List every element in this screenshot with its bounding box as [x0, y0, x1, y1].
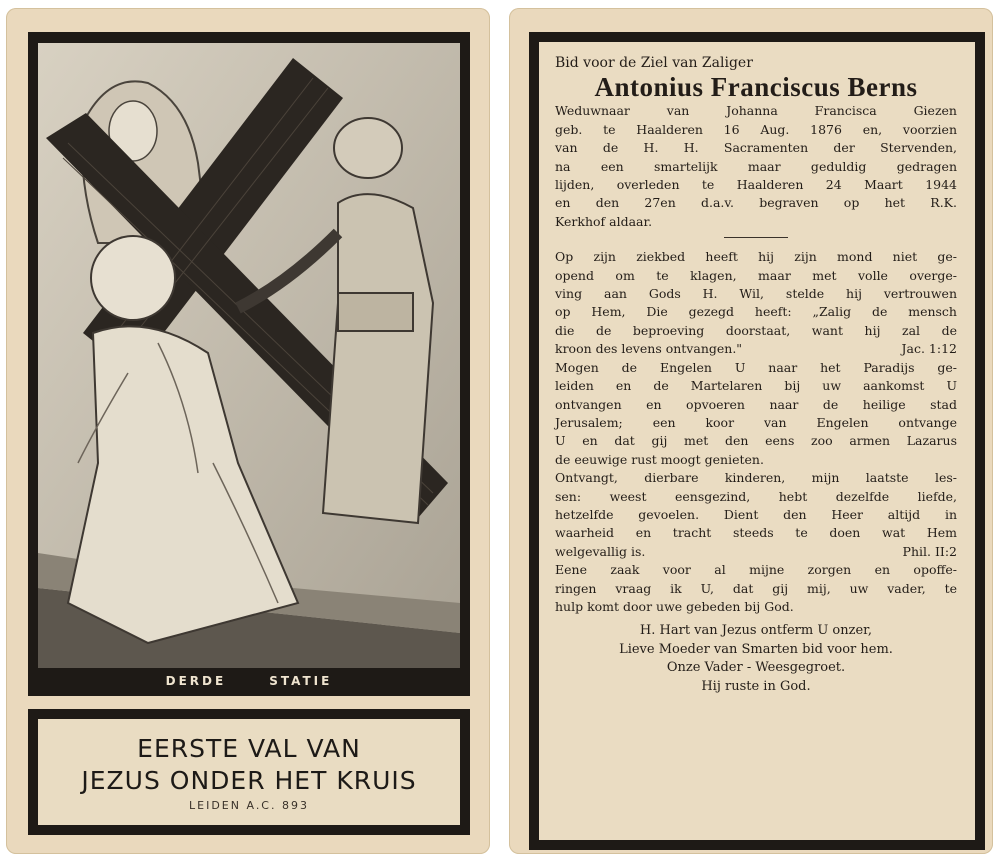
paragraph-line: hetzelfde gevoelen. Dient den Heer altijd in — [555, 506, 957, 522]
paragraph-line: sen: weest eensgezind, hebt dezelfde liefde, — [555, 488, 957, 504]
paragraph-line: ringen vraag ik U, dat gij mij, uw vader, te — [555, 580, 957, 596]
paragraph-line: opend om te klagen, maar met volle overge- — [555, 267, 957, 283]
memorial-card-front — [6, 8, 490, 854]
paragraph-line: Ontvangt, dierbare kinderen, mijn laatste les- — [555, 470, 957, 486]
paragraph-line: op Hem, Die gezegd heeft: „Zalig de mensch — [555, 304, 957, 320]
bio-line: geb. te Haalderen 16 Aug. 1876 en, voorzien — [555, 121, 957, 137]
title-frame — [28, 709, 470, 835]
paragraph-line: die de beproeving doorstaat, want hij zal de — [555, 322, 957, 338]
scripture-reference: Phil. II:2 — [902, 543, 957, 559]
prayer-line: H. Hart van Jezus ontferm U onzer, — [639, 623, 873, 639]
memorial-card-back — [509, 8, 993, 854]
paragraph-line: ontvangen en opvoeren naar de heilige stad — [555, 396, 957, 412]
paragraph-line: Jerusalem; een koor van Engelen ontvange — [555, 414, 957, 430]
paragraph-line: kroon des levens ontvangen." — [555, 341, 743, 357]
bio-line: na een smartelijk maar geduldig gedragen — [555, 158, 957, 174]
bio-line: Weduwnaar van Johanna Francisca Giezen — [555, 103, 957, 119]
paragraph-line: Op zijn ziekbed heeft hij zijn mond niet ge- — [555, 249, 957, 265]
prayer-line: Lieve Moeder van Smarten bid voor hem. — [619, 641, 893, 657]
mourning-border — [529, 32, 985, 850]
title-line-1: EERSTE VAL VAN — [137, 734, 361, 763]
bio-line: Kerkhof aldaar. — [555, 213, 653, 229]
paragraph-line: U en dat gij met den eens zoo armen Lazarus — [555, 433, 957, 449]
bio-line: lijden, overleden te Haalderen 24 Maart 1944 — [555, 177, 957, 193]
divider — [724, 237, 788, 238]
bio-line: van de H. H. Sacramenten der Stervenden, — [555, 140, 957, 156]
paragraph-line: leiden en de Martelaren bij uw aankomst U — [555, 378, 957, 394]
paragraph-line: hulp komt door uwe gebeden bij God. — [555, 598, 794, 614]
title-line-2: JEZUS ONDER HET KRUIS — [81, 766, 417, 795]
scripture-reference: Jac. 1:12 — [901, 341, 957, 357]
stations-of-the-cross-illustration — [38, 43, 460, 668]
image-caption: DERDE STATIE — [165, 674, 333, 688]
memorial-text — [555, 54, 957, 696]
paragraph-line: waarheid en tracht steeds te doen wat Hem — [555, 525, 957, 541]
paragraph-line: Mogen de Engelen U naar het Paradijs ge- — [555, 359, 957, 375]
paragraph-line: Eene zaak voor al mijne zorgen en opoffe- — [555, 562, 957, 578]
paragraph-line: de eeuwige rust moogt genieten. — [555, 451, 764, 467]
intro-line: Bid voor de Ziel van Zaliger — [555, 55, 753, 71]
publisher-mark: LEIDEN A.C. 893 — [189, 799, 309, 812]
paragraph-line: ving aan Gods H. Wil, stelde hij vertrouwen — [555, 286, 957, 302]
picture-frame — [28, 32, 470, 696]
prayer-line: Onze Vader - Weesgegroet. — [666, 660, 846, 676]
deceased-name: Antonius Franciscus Berns — [594, 72, 918, 103]
prayer-line: Hij ruste in God. — [701, 678, 811, 694]
paragraph-line: welgevallig is. — [555, 543, 646, 559]
scripture-line — [555, 543, 957, 561]
scripture-line — [555, 340, 957, 358]
title-panel — [38, 719, 460, 825]
bio-line: en den 27en d.a.v. begraven op het R.K. — [555, 195, 957, 211]
